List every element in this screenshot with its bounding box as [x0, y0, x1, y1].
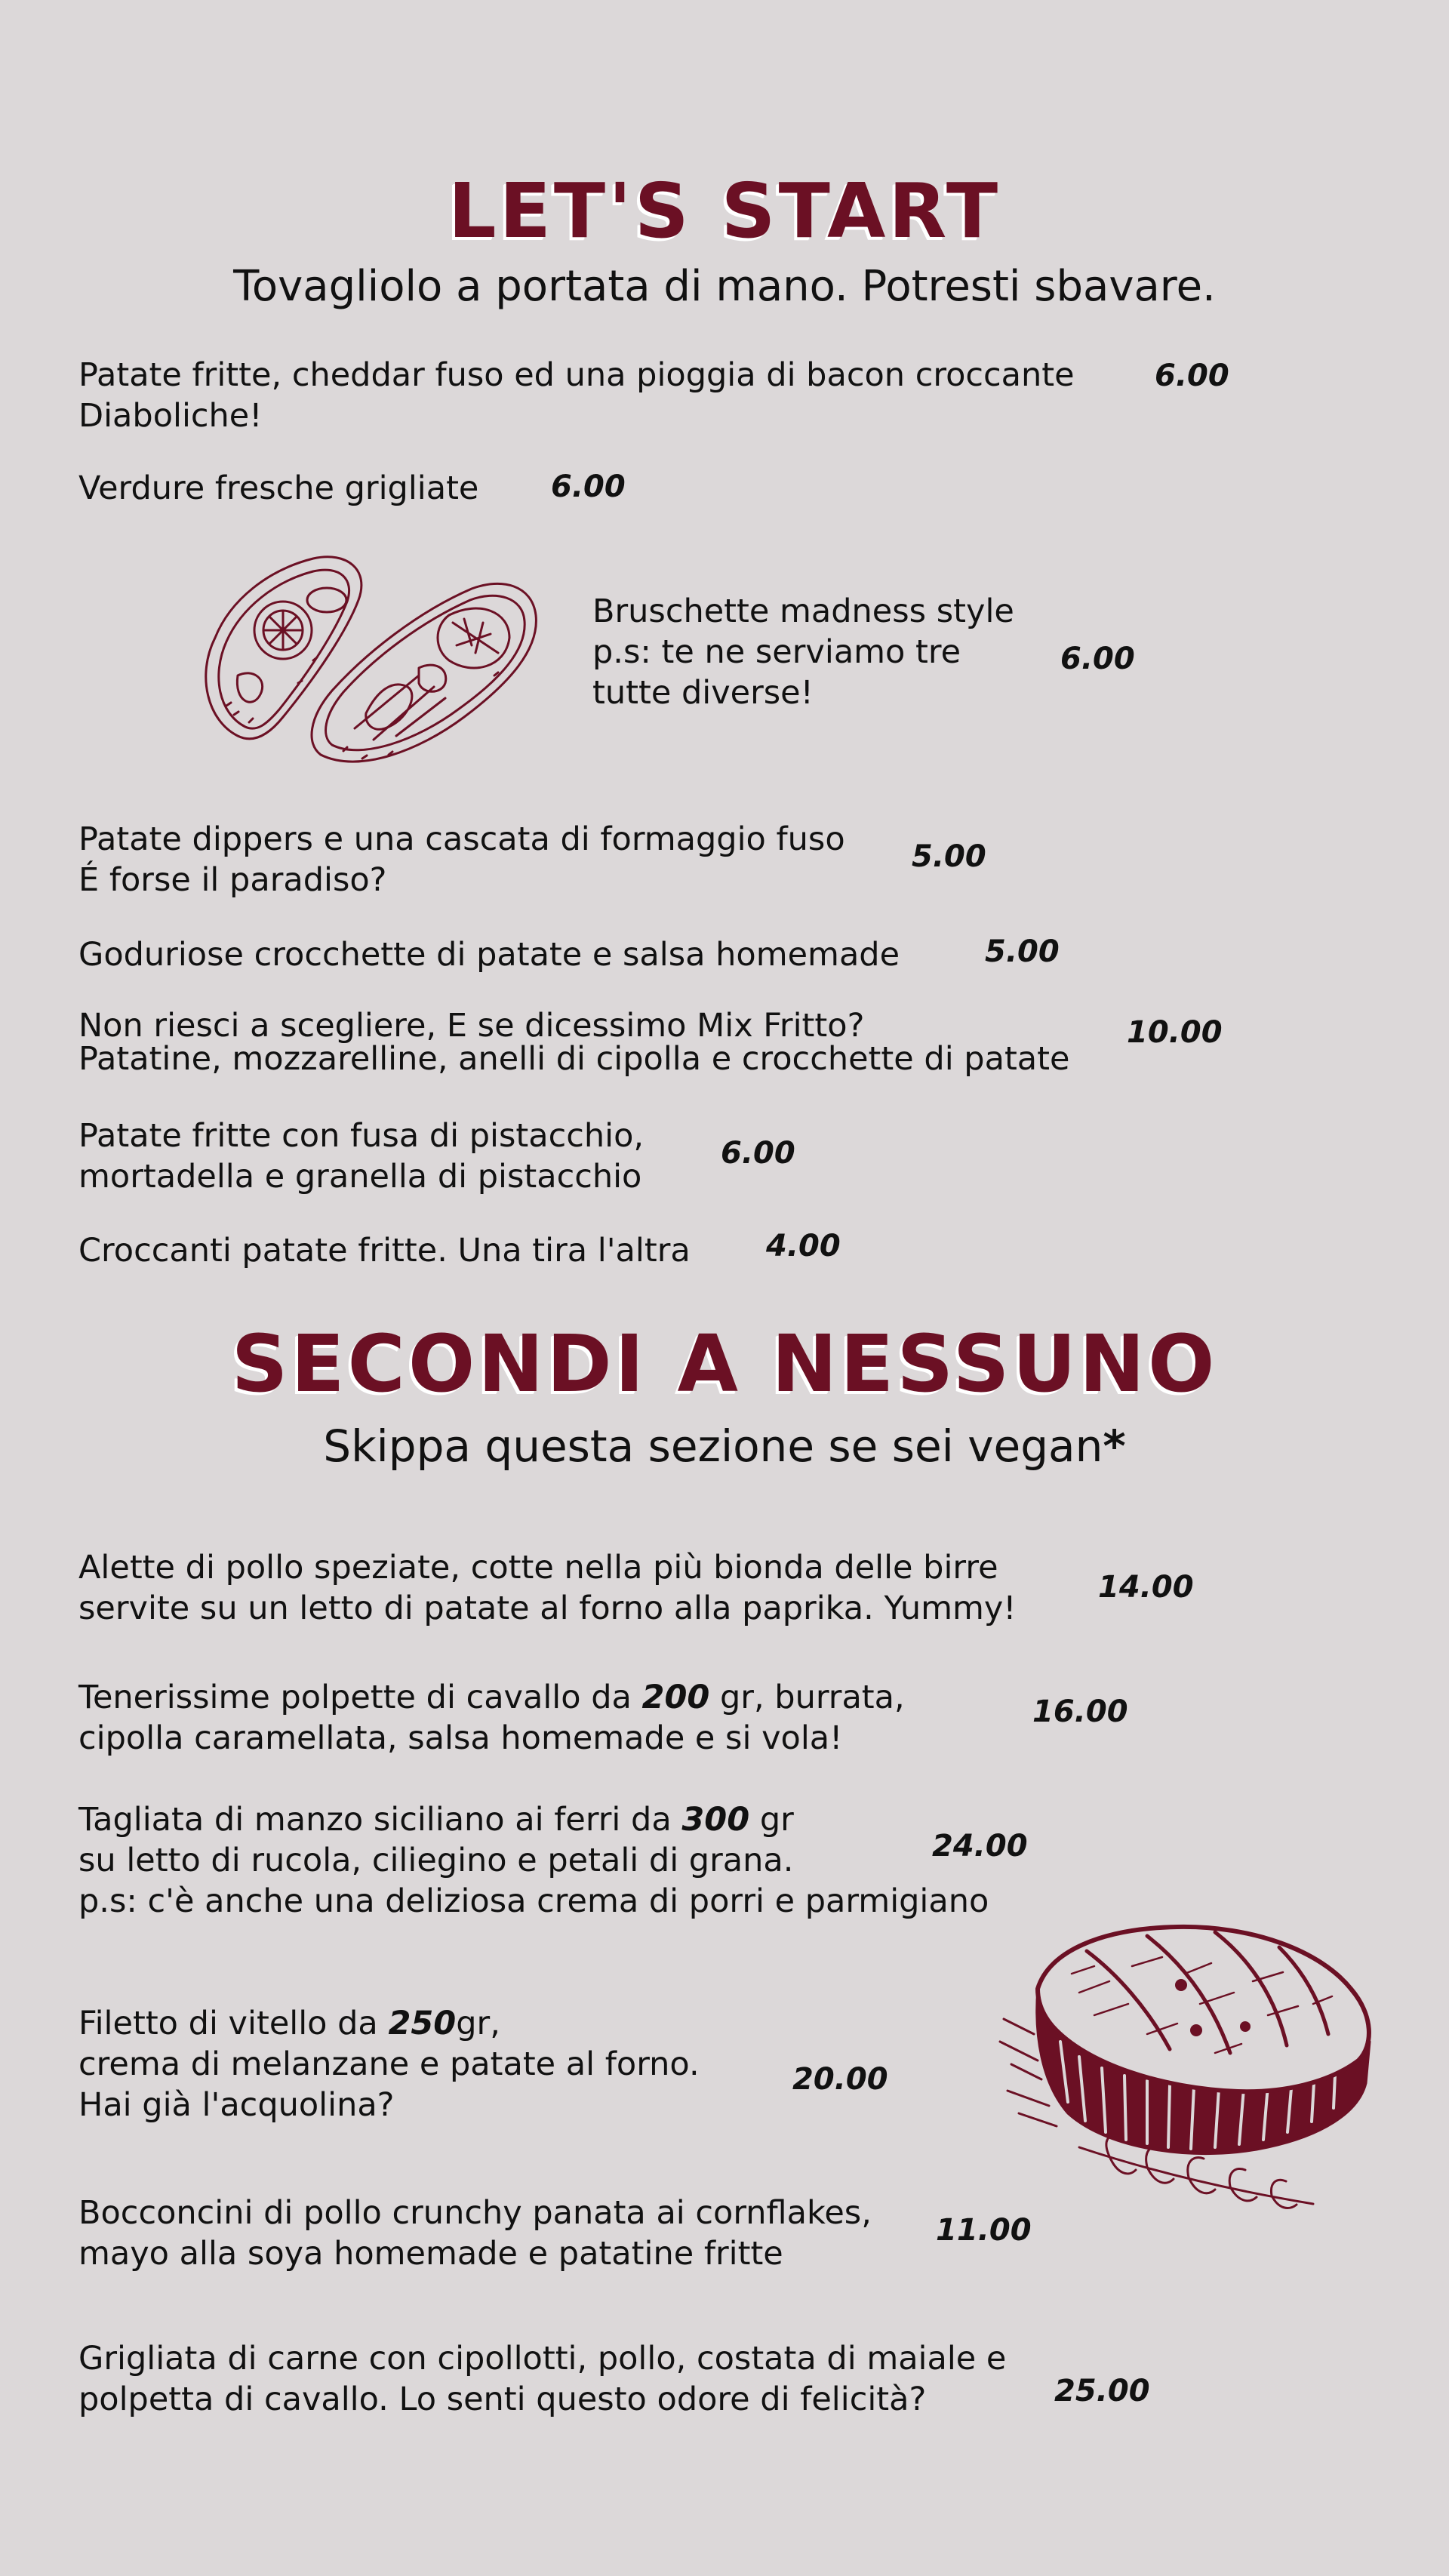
menu-item-description: Non riesci a scegliere, E se dicessimo Mix Fritto? Patatine, mozzarelline, anelli di cipolla e crocchette di patate: [78, 1007, 1070, 1078]
section-subtitle-secondi-text: Skippa questa sezione se sei vegan: [323, 1420, 1103, 1472]
menu-item-description: Grigliata di carne con cipollotti, pollo, costata di maiale e polpetta di cavallo. Lo senti questo odore di felicità?: [78, 2340, 1007, 2418]
menu-item-description: Filetto di vitello da 250gr, crema di melanzane e patate al forno. Hai già l'acquolina?: [78, 2005, 700, 2124]
steak-illustration: [996, 1921, 1374, 2223]
menu-item-price: 16.00: [1032, 1694, 1128, 1729]
section-subtitle-secondi: [0, 1419, 1449, 1473]
menu-item-price: 6.00: [721, 1136, 795, 1171]
section-title-starters: LET'S START: [448, 167, 1001, 255]
menu-item-description: Verdure fresche grigliate: [78, 469, 479, 507]
section-title-secondi: SECONDI A NESSUNO: [231, 1318, 1218, 1410]
menu-item-price: 6.00: [1060, 642, 1135, 676]
menu-item-description: Tenerissime polpette di cavallo da 200 gr, burrata, cipolla caramellata, salsa homemade e si vola!: [78, 1679, 905, 1757]
section-subtitle-starters: Tovagliolo a portata di mano. Potresti sbavare.: [233, 262, 1216, 311]
menu-item-description: Croccanti patate fritte. Una tira l'altra: [78, 1232, 691, 1270]
menu-item-description: Bruschette madness style p.s: te ne serviamo tre tutte diverse!: [592, 592, 1014, 712]
menu-item-price: 5.00: [912, 839, 986, 874]
menu-item-price: 11.00: [936, 2213, 1032, 2248]
menu-item-price: 20.00: [792, 2062, 888, 2097]
menu-item-price: 4.00: [766, 1229, 841, 1263]
menu-item-price: 14.00: [1098, 1570, 1194, 1605]
menu-item-description: Patate fritte con fusa di pistacchio, mortadella e granella di pistacchio: [78, 1117, 645, 1196]
bruschetta-illustration: [192, 547, 555, 781]
menu-item-price: 5.00: [985, 934, 1060, 969]
menu-item-description: Patate dippers e una cascata di formaggio fuso É forse il paradiso?: [78, 820, 845, 899]
footnote-asterisk: *: [1103, 1420, 1126, 1472]
menu-item-price: 24.00: [932, 1829, 1028, 1864]
menu-item-description: Tagliata di manzo siciliano ai ferri da 300 gr su letto di rucola, ciliegino e petali di grana. p.s: c'è anche una deliziosa crema di porri e parmigiano: [78, 1801, 989, 1920]
menu-item-description: Goduriose crocchette di patate e salsa homemade: [78, 936, 900, 974]
menu-item-price: 25.00: [1054, 2374, 1150, 2408]
menu-item-description: Alette di pollo speziate, cotte nella più bionda delle birre servite su un letto di patate al forno alla paprika. Yummy!: [78, 1549, 1017, 1627]
menu-item-description: Patate fritte, cheddar fuso ed una pioggia di bacon croccante Diaboliche!: [78, 356, 1075, 435]
menu-item-price: 6.00: [551, 469, 626, 504]
menu-item-price: 10.00: [1127, 1015, 1223, 1050]
menu-item-description: Bocconcini di pollo crunchy panata ai cornflakes, mayo alla soya homemade e patatine fritte: [78, 2194, 872, 2273]
menu-item-price: 6.00: [1155, 359, 1229, 393]
